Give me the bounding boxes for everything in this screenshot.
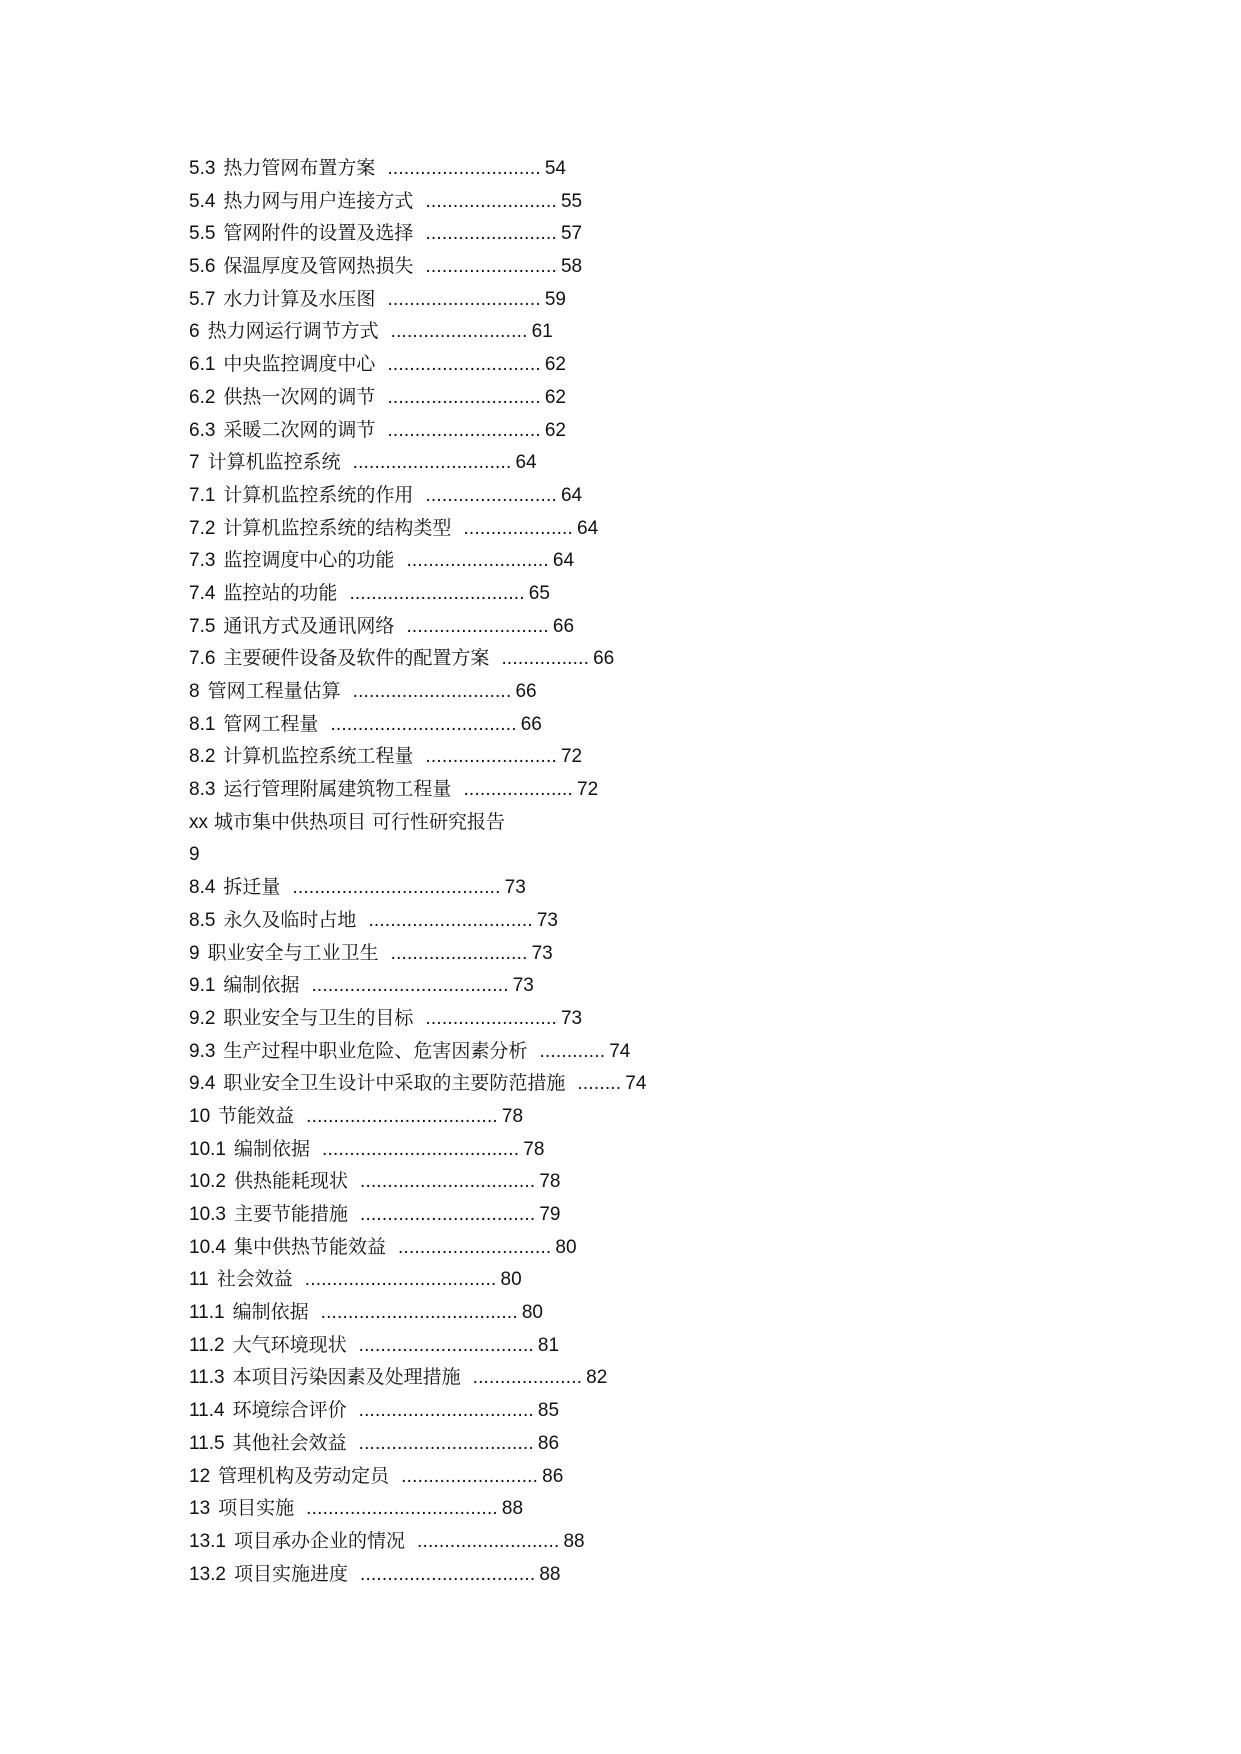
toc-entry-page: 62 xyxy=(544,419,566,441)
toc-entry-number: 8.5 xyxy=(189,909,216,931)
toc-entry[interactable] xyxy=(189,152,1089,185)
toc-entry-title: 保温厚度及管网热损失 xyxy=(223,255,414,278)
toc-entry-number: 10.3 xyxy=(189,1204,226,1225)
toc-entry[interactable] xyxy=(189,1198,1089,1231)
toc-entry-page: 59 xyxy=(544,288,566,310)
toc-entry-page: 74 xyxy=(625,1073,647,1095)
toc-entry-title: 计算机监控系统的作用 xyxy=(223,483,414,506)
toc-leader-dots: ......................... xyxy=(390,321,528,343)
toc-entry-page: 65 xyxy=(528,582,550,604)
toc-leader-dots: ................................ xyxy=(358,1334,534,1356)
toc-entry-title: 采暖二次网的调节 xyxy=(223,418,376,441)
toc-entry[interactable] xyxy=(189,1263,1089,1296)
toc-leader-dots: ........................ xyxy=(425,223,557,245)
toc-entry[interactable] xyxy=(189,904,1089,937)
toc-entry-page: 74 xyxy=(609,1040,631,1062)
toc-entry-title: 项目实施进度 xyxy=(233,1562,348,1585)
toc-leader-dots: ............................ xyxy=(387,419,541,441)
page-marker-number: 9 xyxy=(189,844,200,866)
toc-entry-page: 64 xyxy=(560,484,583,506)
toc-entry[interactable] xyxy=(189,740,1089,773)
toc-entry-number: 8.3 xyxy=(189,779,216,801)
toc-entry-title: 计算机监控系统工程量 xyxy=(223,745,414,768)
toc-entry-page: 54 xyxy=(544,158,566,179)
toc-leader-dots: ............................ xyxy=(387,386,541,408)
toc-entry-page: 86 xyxy=(537,1432,560,1454)
toc-entry-number: 13.1 xyxy=(189,1530,226,1552)
toc-entry-title: 管网工程量估算 xyxy=(207,680,341,702)
toc-entry-title: 热力管网布置方案 xyxy=(223,157,376,179)
toc-entry-number: 5.7 xyxy=(189,288,216,310)
toc-entry-number: 7.5 xyxy=(189,615,216,637)
toc-entry-number: 6.1 xyxy=(189,354,216,376)
toc-entry[interactable] xyxy=(189,1231,1089,1264)
toc-entry-title: 集中供热节能效益 xyxy=(233,1235,386,1258)
toc-entry-page: 81 xyxy=(537,1334,560,1356)
toc-entry-number: 10 xyxy=(189,1105,211,1127)
toc-entry-number: 6.3 xyxy=(189,419,216,441)
toc-entry-number: 5.6 xyxy=(189,256,216,278)
toc-entry[interactable] xyxy=(189,1035,1089,1068)
toc-entry-title: 监控站的功能 xyxy=(223,581,338,604)
toc-leader-dots: ................................... xyxy=(306,1498,498,1520)
toc-entry-page: 80 xyxy=(500,1269,522,1291)
toc-entry-page: 88 xyxy=(563,1530,585,1552)
toc-entry-title: 拆迁量 xyxy=(223,876,281,899)
toc-entry[interactable] xyxy=(189,1460,1089,1493)
toc-leader-dots: .............................. xyxy=(368,909,533,931)
toc-entry-number: 9.2 xyxy=(189,1007,216,1029)
toc-leader-dots: .................................. xyxy=(330,713,517,735)
toc-entry[interactable] xyxy=(189,675,1089,708)
toc-entry-page: 58 xyxy=(560,256,583,278)
toc-entry-page: 79 xyxy=(539,1204,561,1225)
toc-entry-number: 11 xyxy=(189,1269,209,1291)
toc-entry[interactable] xyxy=(189,1002,1089,1035)
toc-entry-number: 8.2 xyxy=(189,746,216,768)
toc-entry[interactable] xyxy=(189,1492,1089,1525)
toc-entry-title: 社会效益 xyxy=(216,1268,293,1291)
toc-leader-dots: ........ xyxy=(577,1073,622,1095)
toc-entry-title: 供热一次网的调节 xyxy=(223,385,376,408)
toc-entry-page: 88 xyxy=(539,1563,561,1585)
toc-leader-dots: ........................ xyxy=(425,746,557,768)
table-of-contents xyxy=(189,152,1089,1590)
toc-entry-title: 编制依据 xyxy=(233,1137,310,1160)
toc-entry-page: 88 xyxy=(501,1498,524,1520)
toc-leader-dots: ............................ xyxy=(387,288,541,310)
toc-entry[interactable] xyxy=(189,414,1089,447)
toc-entry[interactable] xyxy=(189,1394,1089,1427)
page-marker xyxy=(189,838,1089,871)
toc-entry-title: 职业安全与卫生的目标 xyxy=(223,1006,414,1029)
toc-entry-page: 66 xyxy=(520,713,542,735)
toc-entry-title: 主要节能措施 xyxy=(233,1203,348,1225)
toc-entry-number: 12 xyxy=(189,1465,211,1487)
toc-entry[interactable] xyxy=(189,642,1089,675)
toc-entry-page: 73 xyxy=(531,942,553,964)
toc-entry[interactable] xyxy=(189,544,1089,577)
toc-leader-dots: ............................ xyxy=(398,1236,552,1258)
header-prefix: xx xyxy=(189,811,208,833)
toc-entry-number: 10.2 xyxy=(189,1171,226,1193)
toc-entry[interactable] xyxy=(189,610,1089,643)
toc-entry-number: 5.3 xyxy=(189,158,216,179)
toc-leader-dots: .................................... xyxy=(320,1302,518,1324)
toc-entry-title: 其他社会效益 xyxy=(232,1431,347,1454)
toc-entry[interactable] xyxy=(189,250,1089,283)
toc-entry-title: 主要硬件设备及软件的配置方案 xyxy=(223,647,490,670)
header-title: 城市集中供热项目 可行性研究报告 xyxy=(214,810,506,833)
toc-entry-page: 78 xyxy=(523,1138,545,1160)
toc-entry-number: 13 xyxy=(189,1498,211,1520)
toc-entry[interactable] xyxy=(189,283,1089,316)
toc-entry[interactable] xyxy=(189,1100,1089,1133)
toc-entry-title: 职业安全卫生设计中采取的主要防范措施 xyxy=(223,1072,566,1095)
toc-entry-page: 80 xyxy=(521,1302,543,1324)
toc-entry-number: 9 xyxy=(189,942,200,964)
toc-leader-dots: ............................. xyxy=(352,681,512,702)
toc-entry[interactable] xyxy=(189,1296,1089,1329)
toc-entry-number: 5.4 xyxy=(189,190,216,212)
toc-entry[interactable] xyxy=(189,1133,1089,1166)
toc-entry[interactable] xyxy=(189,185,1089,218)
toc-entry-title: 职业安全与工业卫生 xyxy=(207,941,379,964)
toc-leader-dots: ................................ xyxy=(358,1400,534,1422)
toc-leader-dots: ................................ xyxy=(358,1432,534,1454)
toc-entry-number: 9.3 xyxy=(189,1040,216,1062)
toc-entry[interactable] xyxy=(189,381,1089,414)
toc-entry-page: 78 xyxy=(539,1171,561,1193)
toc-entry-title: 节能效益 xyxy=(218,1104,295,1127)
toc-entry-title: 水力计算及水压图 xyxy=(223,287,376,310)
toc-entry-number: 7.6 xyxy=(189,648,216,670)
toc-leader-dots: ........................ xyxy=(425,484,557,506)
toc-entry-number: 7.2 xyxy=(189,517,216,539)
toc-entry-title: 热力网与用户连接方式 xyxy=(223,189,414,212)
toc-entry-page: 85 xyxy=(537,1400,560,1422)
toc-entry-page: 72 xyxy=(560,746,583,768)
toc-leader-dots: ................................... xyxy=(306,1105,498,1127)
toc-entry[interactable] xyxy=(189,577,1089,610)
toc-entry-page: 66 xyxy=(515,681,537,702)
toc-entry-number: 5.5 xyxy=(189,223,216,245)
toc-entry-number: 6.2 xyxy=(189,386,216,408)
toc-entry-number: 7 xyxy=(189,452,200,474)
toc-entry-title: 管理机构及劳动定员 xyxy=(218,1464,390,1487)
toc-entry[interactable] xyxy=(189,1165,1089,1198)
toc-leader-dots: .................... xyxy=(463,779,574,801)
toc-leader-dots: ................................ xyxy=(349,582,525,604)
toc-entry[interactable] xyxy=(189,217,1089,250)
toc-entry-number: 9.4 xyxy=(189,1073,216,1095)
toc-entry-title: 通讯方式及通讯网络 xyxy=(223,614,395,637)
toc-entry-page: 80 xyxy=(555,1236,577,1258)
toc-leader-dots: .......................... xyxy=(406,550,549,572)
toc-entry-number: 7.4 xyxy=(189,582,216,604)
toc-leader-dots: .......................... xyxy=(417,1530,560,1552)
toc-entry-page: 73 xyxy=(504,877,526,899)
toc-entry-title: 项目实施 xyxy=(218,1497,295,1520)
toc-entry[interactable] xyxy=(189,969,1089,1002)
toc-entry-page: 72 xyxy=(577,779,599,801)
toc-leader-dots: ......................... xyxy=(401,1465,539,1487)
toc-leader-dots: ............................ xyxy=(387,354,541,376)
toc-entry-title: 热力网运行调节方式 xyxy=(207,320,379,343)
toc-entry-page: 73 xyxy=(512,975,534,997)
toc-entry[interactable] xyxy=(189,1525,1089,1558)
toc-entry[interactable] xyxy=(189,937,1089,970)
toc-leader-dots: .................... xyxy=(472,1367,583,1389)
toc-leader-dots: ........................ xyxy=(425,190,557,212)
toc-entry-number: 11.2 xyxy=(189,1334,225,1356)
toc-entry[interactable] xyxy=(189,446,1089,479)
toc-entry-title: 本项目污染因素及处理措施 xyxy=(232,1366,461,1389)
toc-entry-page: 86 xyxy=(542,1465,564,1487)
toc-entry[interactable] xyxy=(189,512,1089,545)
toc-entry-page: 66 xyxy=(593,648,615,670)
toc-entry[interactable] xyxy=(189,1329,1089,1362)
toc-entry-title: 大气环境现状 xyxy=(232,1333,347,1356)
toc-entry[interactable] xyxy=(189,1558,1089,1591)
toc-entry-page: 82 xyxy=(586,1367,608,1389)
toc-entry-title: 管网附件的设置及选择 xyxy=(223,222,414,245)
toc-entry[interactable] xyxy=(189,773,1089,806)
toc-entry-title: 监控调度中心的功能 xyxy=(223,549,395,572)
toc-entry-page: 55 xyxy=(560,190,583,212)
toc-entry-title: 环境综合评价 xyxy=(232,1399,347,1422)
toc-entry-page: 64 xyxy=(577,517,599,539)
toc-entry-page: 73 xyxy=(560,1007,583,1029)
toc-leader-dots: ................ xyxy=(501,648,590,670)
toc-entry-number: 10.1 xyxy=(189,1138,226,1160)
toc-leader-dots: ........................ xyxy=(425,1007,557,1029)
toc-entry-title: 生产过程中职业危险、危害因素分析 xyxy=(223,1039,528,1062)
toc-entry[interactable] xyxy=(189,871,1089,904)
toc-entry-title: 编制依据 xyxy=(232,1301,309,1324)
toc-entry-page: 73 xyxy=(536,909,558,931)
toc-entry[interactable] xyxy=(189,348,1089,381)
toc-entry[interactable] xyxy=(189,315,1089,348)
toc-leader-dots: ........................ xyxy=(425,256,557,278)
toc-entry[interactable] xyxy=(189,1427,1089,1460)
toc-leader-dots: ...................................... xyxy=(292,877,501,899)
toc-entry-number: 11.4 xyxy=(189,1400,225,1422)
running-header xyxy=(189,806,1089,839)
toc-entry[interactable] xyxy=(189,479,1089,512)
toc-entry-page: 78 xyxy=(501,1105,524,1127)
toc-entry-number: 11.1 xyxy=(189,1302,225,1324)
toc-entry-page: 57 xyxy=(560,223,583,245)
toc-entry-title: 计算机监控系统的结构类型 xyxy=(223,516,452,539)
toc-leader-dots: .................................... xyxy=(311,975,509,997)
toc-entry-page: 66 xyxy=(552,615,575,637)
toc-entry-number: 6 xyxy=(189,321,200,343)
toc-leader-dots: ................................ xyxy=(360,1171,536,1193)
toc-entry-page: 62 xyxy=(544,386,566,408)
toc-entry-title: 项目承办企业的情况 xyxy=(233,1529,405,1552)
toc-leader-dots: ............................ xyxy=(387,158,541,179)
toc-leader-dots: ......................... xyxy=(390,942,528,964)
toc-entry-page: 64 xyxy=(515,452,537,474)
toc-leader-dots: .................................... xyxy=(322,1138,520,1160)
toc-entry-title: 编制依据 xyxy=(223,974,300,997)
toc-entry-number: 7.1 xyxy=(189,484,216,506)
toc-leader-dots: .................... xyxy=(463,517,574,539)
toc-leader-dots: ................................ xyxy=(360,1563,536,1585)
toc-leader-dots: .......................... xyxy=(406,615,549,637)
toc-entry-page: 62 xyxy=(544,354,566,376)
toc-entry-number: 11.3 xyxy=(189,1367,225,1389)
toc-entry-page: 61 xyxy=(531,321,553,343)
toc-entry-title: 管网工程量 xyxy=(223,712,319,735)
toc-entry-number: 8 xyxy=(189,681,200,702)
toc-leader-dots: ............................. xyxy=(352,452,512,474)
toc-entry[interactable] xyxy=(189,708,1089,741)
toc-entry[interactable] xyxy=(189,1361,1089,1394)
toc-entry-number: 8.4 xyxy=(189,877,216,899)
toc-entry-title: 中央监控调度中心 xyxy=(223,353,376,376)
toc-entry-title: 供热能耗现状 xyxy=(233,1170,348,1193)
toc-entry-title: 永久及临时占地 xyxy=(223,908,357,931)
toc-entry-number: 9.1 xyxy=(189,975,216,997)
toc-entry-title: 计算机监控系统 xyxy=(207,451,341,474)
toc-leader-dots: ................................... xyxy=(304,1269,497,1291)
toc-entry[interactable] xyxy=(189,1067,1089,1100)
toc-entry-page: 64 xyxy=(552,550,575,572)
toc-entry-number: 10.4 xyxy=(189,1236,226,1258)
toc-entry-number: 13.2 xyxy=(189,1563,226,1585)
toc-leader-dots: ................................ xyxy=(360,1204,536,1225)
toc-entry-title: 运行管理附属建筑物工程量 xyxy=(223,778,452,801)
toc-entry-number: 8.1 xyxy=(189,713,216,735)
toc-entry-number: 7.3 xyxy=(189,550,216,572)
toc-entry-number: 11.5 xyxy=(189,1432,225,1454)
toc-leader-dots: ............ xyxy=(539,1040,606,1062)
